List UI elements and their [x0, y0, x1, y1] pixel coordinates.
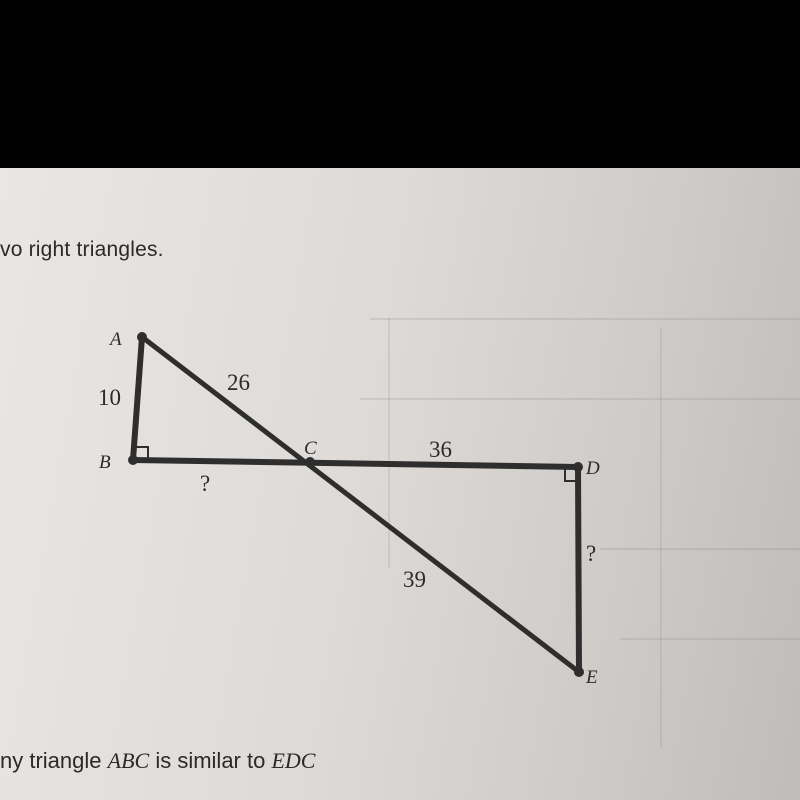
point-d — [573, 462, 583, 472]
label-e: E — [586, 667, 598, 688]
label-a: A — [110, 329, 122, 350]
question-prefix: ny triangle — [0, 748, 102, 773]
length-ce: 39 — [403, 567, 426, 592]
length-bc: ? — [200, 471, 211, 496]
segment-ae — [142, 337, 579, 672]
segment-ab — [133, 337, 142, 460]
question-text — [0, 748, 315, 774]
length-de: ? — [586, 541, 597, 566]
triangle-edc-name: EDC — [271, 748, 316, 773]
point-a — [137, 332, 147, 342]
question-middle: is similar to — [155, 748, 266, 773]
triangle-abc-name: ABC — [107, 748, 150, 773]
segment-bd — [133, 460, 578, 467]
point-b — [128, 455, 138, 465]
label-d: D — [586, 458, 600, 479]
length-ac: 26 — [227, 370, 250, 395]
label-c: C — [304, 438, 317, 459]
point-e — [574, 667, 584, 677]
segment-de — [578, 467, 579, 672]
length-cd: 36 — [429, 437, 452, 462]
length-ab: 10 — [98, 385, 121, 410]
intro-text: vo right triangles. — [0, 238, 164, 261]
label-b: B — [99, 452, 111, 473]
